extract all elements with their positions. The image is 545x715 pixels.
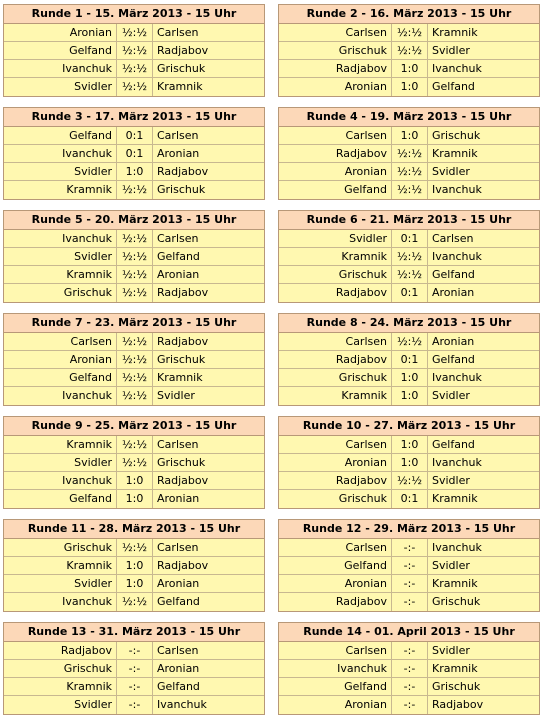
black-player: Radjabov (157, 559, 209, 572)
game-row (279, 539, 539, 557)
round-title: Runde 4 - 19. März 2013 - 15 Uhr (279, 108, 539, 127)
game-row (4, 127, 264, 145)
black-player: Ivanchuk (432, 183, 482, 196)
round-table (278, 416, 540, 509)
game-row (279, 557, 539, 575)
white-player: Kramnik (279, 248, 392, 265)
black-player: Aronian (432, 286, 475, 299)
round-table (3, 210, 265, 303)
game-result: ½:½ (117, 387, 153, 405)
white-player: Aronian (279, 575, 392, 592)
white-player: Kramnik (4, 436, 117, 453)
white-player: Gelfand (4, 369, 117, 386)
black-player: Radjabov (157, 44, 209, 57)
game-row (4, 181, 264, 199)
game-result: 0:1 (392, 284, 428, 302)
game-result: ½:½ (392, 42, 428, 59)
round-table (278, 210, 540, 303)
black-player: Kramnik (432, 577, 478, 590)
game-result: -:- (117, 678, 153, 695)
white-player: Grischuk (279, 490, 392, 508)
game-result: ½:½ (117, 284, 153, 302)
black-player: Grischuk (157, 353, 206, 366)
game-result: -:- (392, 557, 428, 574)
game-row (4, 436, 264, 454)
game-result: -:- (117, 696, 153, 714)
game-row (279, 78, 539, 96)
game-row (279, 351, 539, 369)
round-table (3, 622, 265, 715)
game-row (4, 575, 264, 593)
white-player: Svidler (4, 575, 117, 592)
black-player: Svidler (157, 389, 195, 402)
game-result: ½:½ (117, 333, 153, 350)
game-result: ½:½ (392, 163, 428, 180)
game-row (279, 163, 539, 181)
black-player: Carlsen (157, 129, 199, 142)
round-table (3, 313, 265, 406)
black-player: Grischuk (432, 595, 481, 608)
game-row (279, 642, 539, 660)
white-player: Ivanchuk (4, 230, 117, 247)
game-result: -:- (392, 539, 428, 556)
game-row (279, 696, 539, 714)
game-row (4, 369, 264, 387)
black-player: Carlsen (157, 438, 199, 451)
round-title: Runde 3 - 17. März 2013 - 15 Uhr (4, 108, 264, 127)
game-result: 0:1 (392, 490, 428, 508)
black-player: Ivanchuk (432, 456, 482, 469)
round-title: Runde 2 - 16. März 2013 - 15 Uhr (279, 5, 539, 24)
white-player: Radjabov (279, 351, 392, 368)
game-row (279, 266, 539, 284)
white-player: Grischuk (4, 660, 117, 677)
game-result: ½:½ (117, 593, 153, 611)
round-title: Runde 1 - 15. März 2013 - 15 Uhr (4, 5, 264, 24)
black-player: Aronian (157, 577, 200, 590)
black-player: Gelfand (157, 250, 200, 263)
game-row (279, 127, 539, 145)
round-table (278, 313, 540, 406)
game-result: 1:0 (392, 60, 428, 77)
game-result: -:- (392, 575, 428, 592)
game-result: ½:½ (117, 266, 153, 283)
game-row (4, 163, 264, 181)
black-player: Svidler (432, 559, 470, 572)
white-player: Grischuk (279, 42, 392, 59)
game-result: ½:½ (117, 454, 153, 471)
game-row (279, 60, 539, 78)
black-player: Svidler (432, 389, 470, 402)
white-player: Radjabov (279, 284, 392, 302)
black-player: Grischuk (157, 456, 206, 469)
white-player: Gelfand (279, 181, 392, 199)
white-player: Aronian (279, 696, 392, 714)
white-player: Grischuk (279, 369, 392, 386)
game-row (279, 593, 539, 611)
game-row (4, 78, 264, 96)
game-result: ½:½ (117, 248, 153, 265)
white-player: Gelfand (279, 557, 392, 574)
white-player: Gelfand (4, 490, 117, 508)
black-player: Svidler (432, 474, 470, 487)
game-result: ½:½ (392, 24, 428, 41)
round-title: Runde 12 - 29. März 2013 - 15 Uhr (279, 520, 539, 539)
game-result: ½:½ (117, 436, 153, 453)
game-row (4, 593, 264, 611)
game-row (279, 42, 539, 60)
game-result: ½:½ (392, 248, 428, 265)
game-result: ½:½ (117, 42, 153, 59)
black-player: Svidler (432, 44, 470, 57)
game-row (279, 490, 539, 508)
round-table (278, 107, 540, 200)
game-result: 1:0 (392, 387, 428, 405)
black-player: Carlsen (157, 644, 199, 657)
black-player: Kramnik (432, 147, 478, 160)
black-player: Grischuk (432, 129, 481, 142)
white-player: Aronian (4, 24, 117, 41)
white-player: Svidler (4, 163, 117, 180)
white-player: Ivanchuk (4, 387, 117, 405)
black-player: Svidler (432, 644, 470, 657)
black-player: Gelfand (157, 680, 200, 693)
game-row (4, 490, 264, 508)
black-player: Carlsen (157, 26, 199, 39)
game-result: ½:½ (117, 181, 153, 199)
game-result: 1:0 (117, 575, 153, 592)
game-row (279, 454, 539, 472)
white-player: Grischuk (279, 266, 392, 283)
game-result: ½:½ (392, 145, 428, 162)
game-row (4, 248, 264, 266)
game-row (4, 642, 264, 660)
black-player: Aronian (432, 335, 475, 348)
game-row (279, 24, 539, 42)
round-title: Runde 8 - 24. März 2013 - 15 Uhr (279, 314, 539, 333)
game-result: -:- (117, 642, 153, 659)
game-row (279, 369, 539, 387)
game-row (279, 145, 539, 163)
black-player: Gelfand (432, 268, 475, 281)
black-player: Aronian (157, 662, 200, 675)
round-title: Runde 10 - 27. März 2013 - 15 Uhr (279, 417, 539, 436)
game-row (4, 266, 264, 284)
game-row (279, 284, 539, 302)
white-player: Radjabov (279, 593, 392, 611)
game-row (4, 387, 264, 405)
white-player: Radjabov (279, 145, 392, 162)
white-player: Kramnik (4, 678, 117, 695)
white-player: Ivanchuk (279, 660, 392, 677)
game-result: 0:1 (117, 145, 153, 162)
black-player: Radjabov (432, 698, 484, 711)
game-row (4, 351, 264, 369)
round-table (3, 4, 265, 97)
game-result: 1:0 (117, 557, 153, 574)
black-player: Ivanchuk (157, 698, 207, 711)
black-player: Gelfand (157, 595, 200, 608)
white-player: Ivanchuk (4, 60, 117, 77)
game-row (4, 333, 264, 351)
game-row (4, 472, 264, 490)
white-player: Gelfand (279, 678, 392, 695)
game-result: ½:½ (392, 472, 428, 489)
white-player: Carlsen (279, 127, 392, 144)
black-player: Gelfand (432, 353, 475, 366)
white-player: Kramnik (4, 557, 117, 574)
game-row (4, 230, 264, 248)
game-row (279, 678, 539, 696)
round-title: Runde 9 - 25. März 2013 - 15 Uhr (4, 417, 264, 436)
black-player: Aronian (157, 268, 200, 281)
game-result: ½:½ (392, 181, 428, 199)
game-row (4, 42, 264, 60)
black-player: Radjabov (157, 474, 209, 487)
round-title: Runde 14 - 01. April 2013 - 15 Uhr (279, 623, 539, 642)
round-table (278, 622, 540, 715)
white-player: Aronian (279, 454, 392, 471)
black-player: Kramnik (157, 371, 203, 384)
game-row (4, 678, 264, 696)
white-player: Carlsen (279, 436, 392, 453)
black-player: Carlsen (157, 541, 199, 554)
white-player: Gelfand (4, 42, 117, 59)
white-player: Aronian (279, 78, 392, 96)
game-result: -:- (392, 678, 428, 695)
game-row (4, 24, 264, 42)
black-player: Carlsen (157, 232, 199, 245)
round-title: Runde 7 - 23. März 2013 - 15 Uhr (4, 314, 264, 333)
white-player: Kramnik (4, 266, 117, 283)
round-table (3, 416, 265, 509)
black-player: Ivanchuk (432, 62, 482, 75)
black-player: Ivanchuk (432, 250, 482, 263)
white-player: Ivanchuk (4, 593, 117, 611)
round-title: Runde 13 - 31. März 2013 - 15 Uhr (4, 623, 264, 642)
white-player: Aronian (4, 351, 117, 368)
game-result: 1:0 (117, 472, 153, 489)
round-title: Runde 6 - 21. März 2013 - 15 Uhr (279, 211, 539, 230)
game-row (279, 181, 539, 199)
white-player: Svidler (4, 696, 117, 714)
game-result: 0:1 (392, 230, 428, 247)
black-player: Radjabov (157, 335, 209, 348)
round-table (3, 107, 265, 200)
black-player: Ivanchuk (432, 541, 482, 554)
white-player: Gelfand (4, 127, 117, 144)
white-player: Radjabov (279, 472, 392, 489)
game-result: 1:0 (392, 454, 428, 471)
white-player: Carlsen (4, 333, 117, 350)
white-player: Ivanchuk (4, 145, 117, 162)
game-result: 1:0 (392, 369, 428, 386)
black-player: Svidler (432, 165, 470, 178)
round-table (278, 519, 540, 612)
black-player: Kramnik (432, 662, 478, 675)
game-result: ½:½ (392, 333, 428, 350)
game-row (4, 284, 264, 302)
game-result: -:- (392, 593, 428, 611)
game-row (279, 248, 539, 266)
black-player: Radjabov (157, 165, 209, 178)
white-player: Carlsen (279, 24, 392, 41)
game-result: ½:½ (117, 78, 153, 96)
game-result: ½:½ (117, 230, 153, 247)
game-row (279, 230, 539, 248)
game-result: ½:½ (117, 24, 153, 41)
game-row (279, 575, 539, 593)
round-table (3, 519, 265, 612)
game-result: -:- (392, 660, 428, 677)
white-player: Kramnik (4, 181, 117, 199)
game-row (279, 333, 539, 351)
black-player: Grischuk (157, 183, 206, 196)
black-player: Gelfand (432, 80, 475, 93)
black-player: Aronian (157, 147, 200, 160)
black-player: Grischuk (432, 680, 481, 693)
game-result: ½:½ (392, 266, 428, 283)
black-player: Kramnik (432, 492, 478, 505)
game-result: 1:0 (392, 78, 428, 96)
game-row (279, 472, 539, 490)
white-player: Radjabov (4, 642, 117, 659)
game-row (4, 539, 264, 557)
game-result: -:- (392, 642, 428, 659)
game-row (4, 660, 264, 678)
white-player: Svidler (4, 454, 117, 471)
white-player: Svidler (4, 78, 117, 96)
white-player: Radjabov (279, 60, 392, 77)
game-row (4, 557, 264, 575)
game-result: 1:0 (392, 127, 428, 144)
game-result: 0:1 (117, 127, 153, 144)
white-player: Kramnik (279, 387, 392, 405)
game-result: 1:0 (117, 490, 153, 508)
game-row (4, 60, 264, 78)
black-player: Ivanchuk (432, 371, 482, 384)
black-player: Grischuk (157, 62, 206, 75)
round-title: Runde 5 - 20. März 2013 - 15 Uhr (4, 211, 264, 230)
game-result: ½:½ (117, 369, 153, 386)
white-player: Grischuk (4, 284, 117, 302)
game-row (279, 387, 539, 405)
game-row (279, 660, 539, 678)
black-player: Kramnik (432, 26, 478, 39)
game-row (4, 696, 264, 714)
white-player: Carlsen (279, 539, 392, 556)
black-player: Carlsen (432, 232, 474, 245)
black-player: Kramnik (157, 80, 203, 93)
game-result: 1:0 (117, 163, 153, 180)
game-result: ½:½ (117, 351, 153, 368)
white-player: Ivanchuk (4, 472, 117, 489)
game-row (279, 436, 539, 454)
black-player: Aronian (157, 492, 200, 505)
game-result: 1:0 (392, 436, 428, 453)
game-result: -:- (117, 660, 153, 677)
game-result: ½:½ (117, 60, 153, 77)
white-player: Svidler (279, 230, 392, 247)
game-result: 0:1 (392, 351, 428, 368)
white-player: Carlsen (279, 333, 392, 350)
white-player: Grischuk (4, 539, 117, 556)
game-result: -:- (392, 696, 428, 714)
game-row (4, 454, 264, 472)
white-player: Svidler (4, 248, 117, 265)
round-title: Runde 11 - 28. März 2013 - 15 Uhr (4, 520, 264, 539)
white-player: Carlsen (279, 642, 392, 659)
game-row (4, 145, 264, 163)
black-player: Radjabov (157, 286, 209, 299)
black-player: Gelfand (432, 438, 475, 451)
round-table (278, 4, 540, 97)
game-result: ½:½ (117, 539, 153, 556)
white-player: Aronian (279, 163, 392, 180)
